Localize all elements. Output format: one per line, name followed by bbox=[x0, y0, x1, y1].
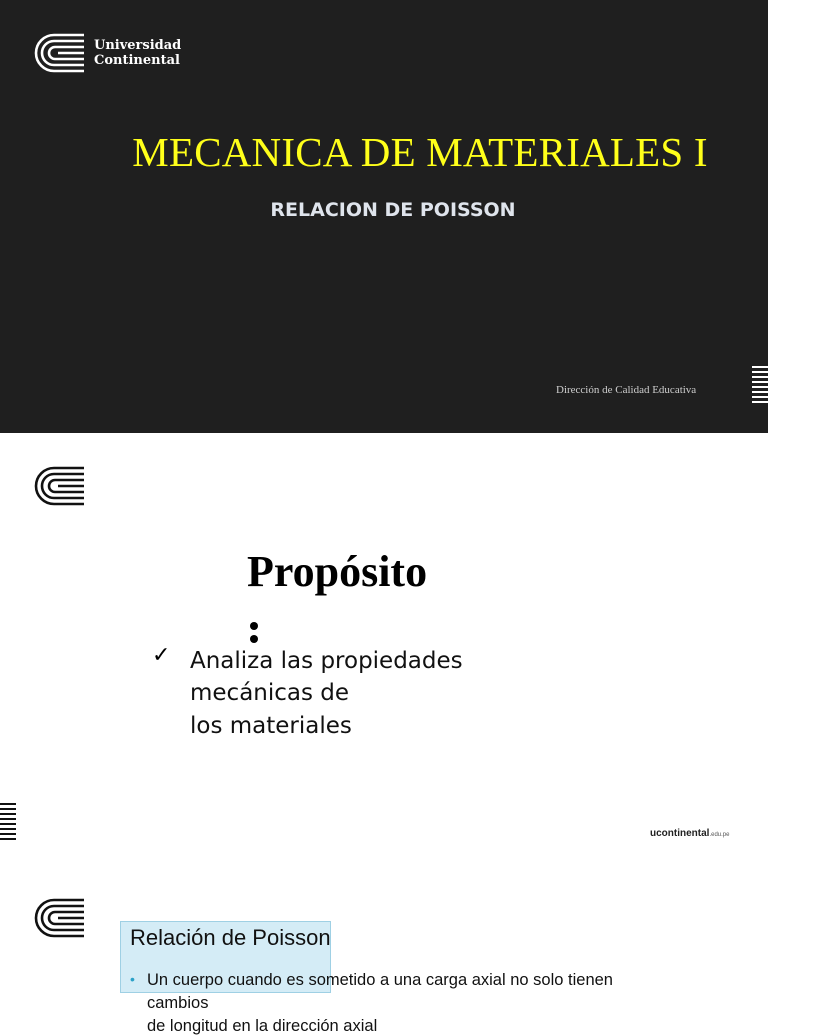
bullet-icon: • bbox=[130, 971, 135, 987]
slide-poisson bbox=[0, 865, 768, 1035]
course-title: MECANICA DE MATERIALES I bbox=[132, 129, 708, 175]
purpose-title: Propósito bbox=[247, 547, 428, 596]
purpose-line-2: mecánicas de bbox=[190, 680, 350, 706]
university-logo-icon bbox=[34, 898, 86, 938]
purpose-colon bbox=[249, 616, 259, 646]
stripes-icon bbox=[752, 366, 768, 406]
university-logo-icon bbox=[34, 33, 86, 73]
brand-suffix: .edu.pe bbox=[709, 832, 730, 838]
university-logo-icon bbox=[34, 466, 86, 506]
logo-line-2: Continental bbox=[94, 53, 180, 68]
purpose-line-1: Analiza las propiedades bbox=[190, 648, 463, 674]
logo-line-1: Universidad bbox=[94, 38, 182, 53]
check-icon: ✓ bbox=[152, 643, 171, 668]
footer-text: Dirección de Calidad Educativa bbox=[556, 384, 697, 396]
brand-main: ucontinental bbox=[650, 828, 710, 839]
university-logo-small bbox=[34, 898, 86, 943]
topic-subtitle: RELACION DE POISSON bbox=[270, 199, 516, 221]
purpose-line-3: los materiales bbox=[190, 713, 352, 739]
slide-title bbox=[0, 0, 768, 433]
brand-url bbox=[650, 828, 729, 839]
university-logo bbox=[34, 33, 182, 78]
slide-purpose bbox=[0, 433, 768, 865]
university-logo-small bbox=[34, 466, 86, 511]
poisson-line-1: Un cuerpo cuando es sometido a una carga axial no solo tienen bbox=[147, 971, 613, 989]
poisson-line-2: cambios bbox=[147, 994, 209, 1012]
stripes-icon bbox=[0, 803, 16, 843]
logo-text bbox=[94, 38, 181, 68]
poisson-line-3: de longitud en la dirección axial bbox=[147, 1017, 378, 1035]
poisson-title: Relación de Poisson bbox=[130, 925, 331, 950]
